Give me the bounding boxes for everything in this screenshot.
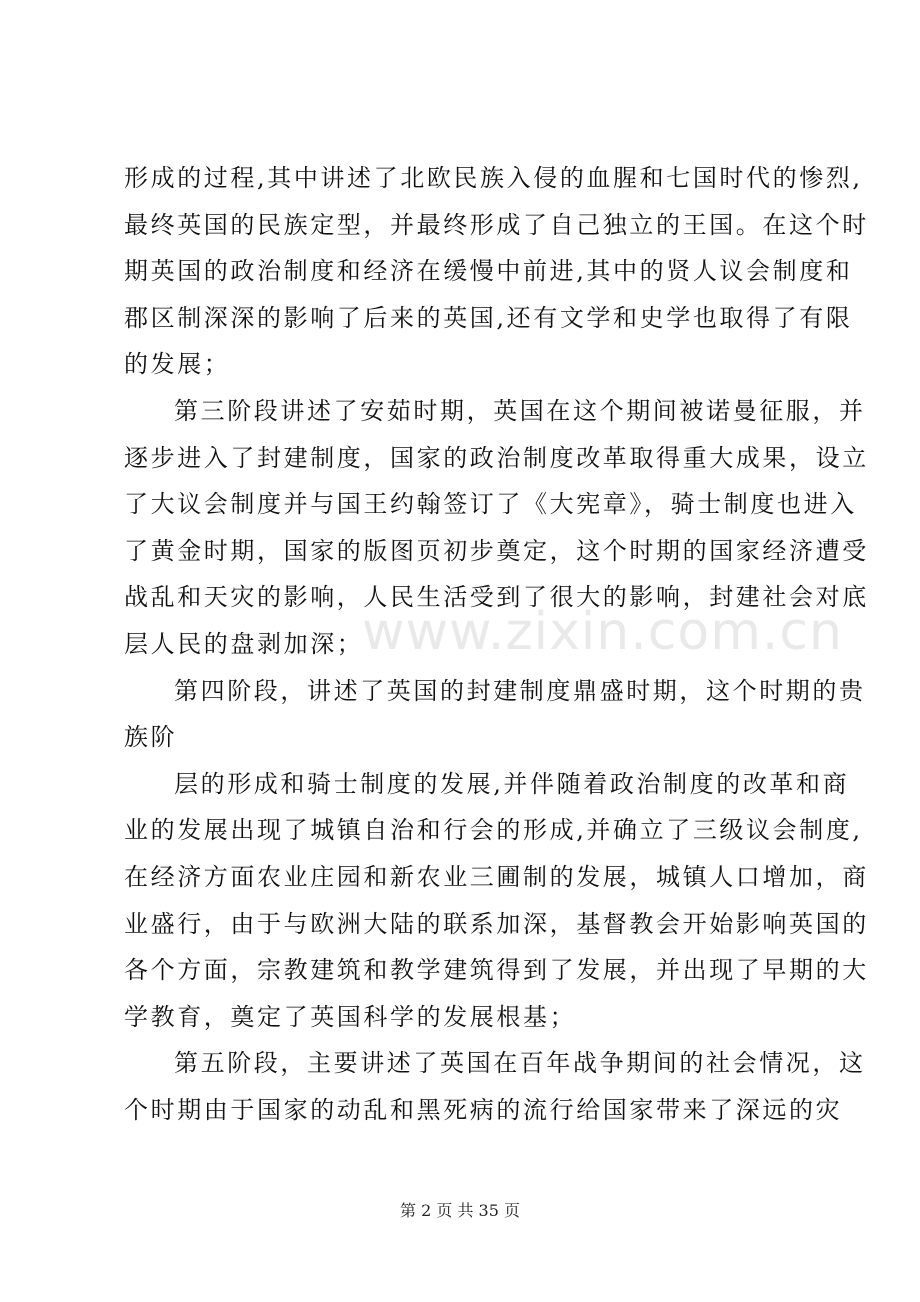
- text-line: 期英国的政治制度和经济在缓慢中前进,其中的贤人议会制度和: [124, 257, 853, 286]
- text-line: 层人民的盘剥加深；: [124, 629, 364, 658]
- text-line: 在经济方面农业庄园和新农业三圃制的发展，城镇人口增加，商: [124, 862, 869, 891]
- page-footer: 第 2 页 共 35 页: [400, 1201, 520, 1220]
- text-line: 最终英国的民族定型，并最终形成了自己独立的王国。在这个时: [124, 210, 869, 239]
- text-line: 各个方面，宗教建筑和教学建筑得到了发展，并出现了早期的大: [124, 956, 869, 985]
- text-line: 逐步进入了封建制度，国家的政治制度改革取得重大成果，设立: [124, 443, 869, 472]
- text-line: 第三阶段讲述了安茹时期，英国在这个期间被诺曼征服，并: [174, 396, 866, 425]
- text-line: 的发展；: [124, 350, 231, 379]
- text-line: 第五阶段，主要讲述了英国在百年战争期间的社会情况，这: [174, 1049, 866, 1078]
- watermark: www.zixin.com.cn: [362, 602, 843, 662]
- text-line: 层的形成和骑士制度的发展,并伴随着政治制度的改革和商: [174, 769, 850, 798]
- text-line: 个时期由于国家的动乱和黑死病的流行给国家带来了深远的灾: [124, 1095, 843, 1124]
- text-line: 形成的过程,其中讲述了北欧民族入侵的血腥和七国时代的惨烈,: [124, 164, 863, 192]
- text-line: 业盛行，由于与欧洲大陆的联系加深，基督教会开始影响英国的: [124, 909, 869, 938]
- text-line: 学教育，奠定了英国科学的发展根基；: [124, 1002, 577, 1031]
- text-line: 了大议会制度并与国王约翰签订了《大宪章》，骑士制度也进入: [124, 490, 857, 519]
- text-line: 业的发展出现了城镇自治和行会的形成,并确立了三级议会制度,: [124, 816, 863, 845]
- text-line: 了黄金时期，国家的版图页初步奠定，这个时期的国家经济遭受: [124, 536, 869, 565]
- text-line: 战乱和天灾的影响，人民生活受到了很大的影响，封建社会对底: [124, 583, 869, 612]
- text-line: 郡区制深深的影响了后来的英国,还有文学和史学也取得了有限: [124, 303, 853, 332]
- text-line: 族阶: [124, 723, 178, 752]
- text-line: 第四阶段，讲述了英国的封建制度鼎盛时期，这个时期的贵: [174, 676, 866, 705]
